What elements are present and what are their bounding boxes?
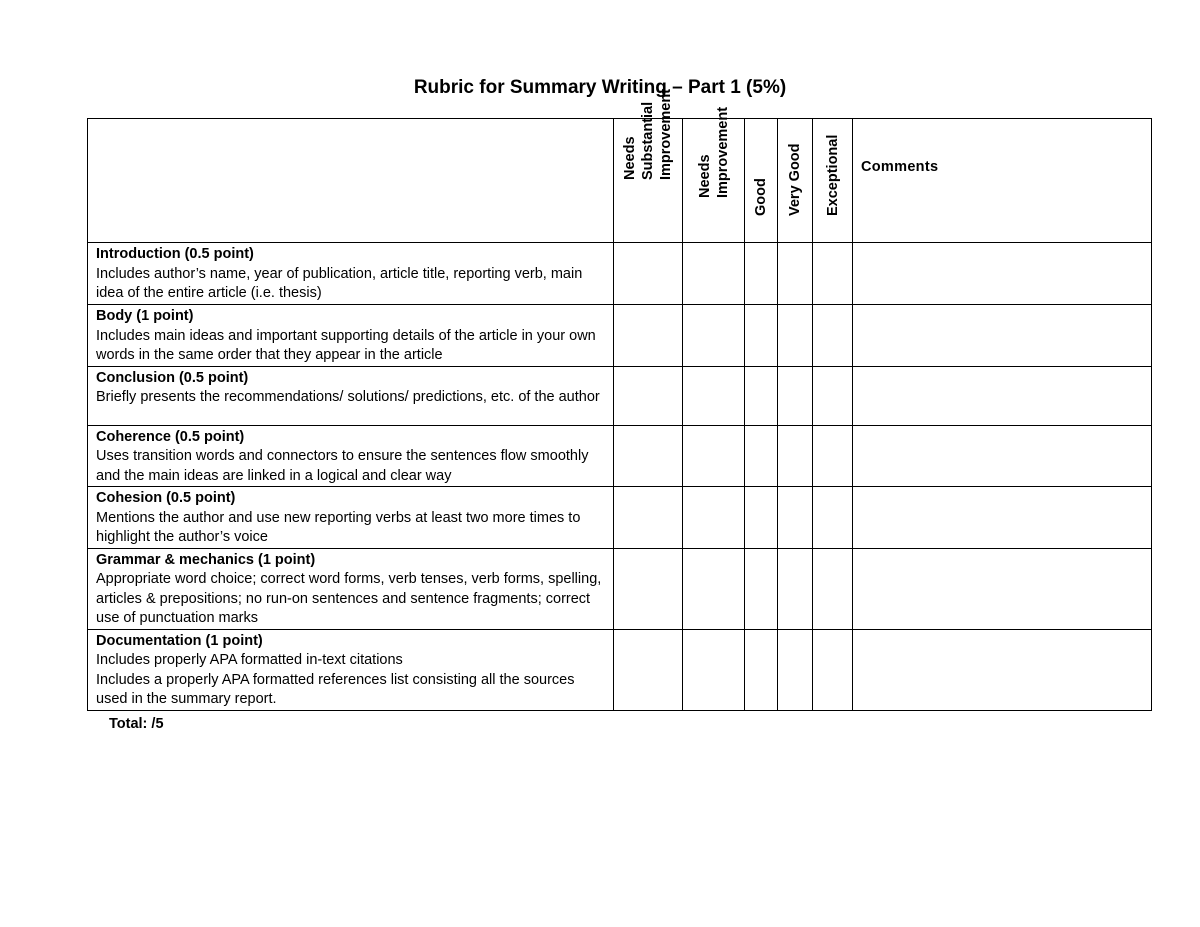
score-cell[interactable]: [683, 548, 745, 629]
col-header-line: Good: [753, 178, 769, 216]
col-header-line: Substantial: [640, 101, 656, 180]
criterion-description: Includes main ideas and important supporting details of the article in your own words in the same order that they appear in the article: [96, 327, 596, 363]
score-cell[interactable]: [683, 366, 745, 425]
criterion-cell: [88, 629, 614, 710]
col-header-line: Improvement: [658, 88, 674, 180]
total-score: Total: /5: [109, 716, 164, 732]
page-title: Rubric for Summary Writing – Part 1 (5%): [413, 77, 787, 98]
criterion-description: Briefly presents the recommendations/ solutions/ predictions, etc. of the author: [96, 389, 600, 405]
criterion-description: Includes author’s name, year of publication, article title, reporting verb, main idea of the entire article (i.e. thesis): [96, 265, 583, 301]
score-cell[interactable]: [745, 305, 778, 367]
col-needs-improvement: [683, 106, 745, 243]
col-header-line: Needs: [622, 136, 638, 180]
comment-cell[interactable]: [853, 425, 1152, 487]
score-cell[interactable]: [813, 305, 853, 367]
criterion-description: Appropriate word choice; correct word forms, verb tenses, verb forms, spelling, articles & prepositions; no run-on sentences and sentence fragments; correct use of punctuation marks: [96, 571, 602, 626]
table-row: [88, 629, 1152, 710]
score-cell[interactable]: [683, 305, 745, 367]
col-header-line: Exceptional: [824, 134, 841, 216]
criterion-cell: [88, 305, 614, 367]
score-cell[interactable]: [614, 548, 683, 629]
score-cell[interactable]: [745, 629, 778, 710]
score-cell[interactable]: [745, 548, 778, 629]
score-cell[interactable]: [778, 305, 813, 367]
col-header-line: Needs: [696, 154, 713, 198]
score-cell[interactable]: [614, 425, 683, 487]
score-cell[interactable]: [778, 425, 813, 487]
criterion-title: Coherence (0.5 point): [96, 428, 245, 445]
comment-cell[interactable]: [853, 629, 1152, 710]
score-cell[interactable]: [813, 487, 853, 549]
score-cell[interactable]: [683, 425, 745, 487]
criterion-cell: [88, 366, 614, 425]
criterion-title: Grammar & mechanics (1 point): [96, 551, 316, 568]
score-cell[interactable]: [745, 243, 778, 305]
score-cell[interactable]: [778, 366, 813, 425]
col-exceptional: [813, 119, 853, 243]
score-cell[interactable]: [745, 487, 778, 549]
score-cell[interactable]: [813, 425, 853, 487]
score-cell[interactable]: [614, 305, 683, 367]
table-row: [88, 548, 1152, 629]
criterion-cell: [88, 487, 614, 549]
score-cell[interactable]: [813, 243, 853, 305]
score-cell[interactable]: [614, 487, 683, 549]
criterion-description: Includes properly APA formatted in-text citations Includes a properly APA formatted references list consisting all the sources used in the summary report.: [96, 652, 575, 707]
col-good: [745, 119, 778, 243]
criterion-title: Documentation (1 point): [96, 632, 263, 649]
criterion-cell: [88, 548, 614, 629]
table-row: [88, 425, 1152, 487]
score-cell[interactable]: [683, 487, 745, 549]
score-cell[interactable]: [745, 366, 778, 425]
criterion-title: Introduction (0.5 point): [96, 246, 254, 262]
table-row: [88, 366, 1152, 425]
score-cell[interactable]: [778, 548, 813, 629]
table-row: [88, 305, 1152, 367]
table-row: [88, 243, 1152, 305]
score-cell[interactable]: [813, 366, 853, 425]
score-cell[interactable]: [683, 629, 745, 710]
score-cell[interactable]: [745, 425, 778, 487]
table-row: [88, 487, 1152, 549]
criterion-title: Cohesion (0.5 point): [96, 490, 236, 506]
criterion-cell: [88, 425, 614, 487]
criterion-cell: [88, 243, 614, 305]
score-cell[interactable]: [683, 243, 745, 305]
score-cell[interactable]: [778, 629, 813, 710]
criteria-header-cell: [88, 119, 614, 243]
rubric-table: [87, 88, 1152, 711]
comment-cell[interactable]: [853, 305, 1152, 367]
criterion-title: Body (1 point): [96, 308, 194, 324]
comment-cell[interactable]: [853, 548, 1152, 629]
criterion-description: Mentions the author and use new reporting verbs at least two more times to highlight the author’s voice: [96, 509, 581, 545]
score-cell[interactable]: [778, 487, 813, 549]
score-cell[interactable]: [614, 366, 683, 425]
col-needs-substantial-improvement: [614, 88, 683, 243]
criterion-title: Conclusion (0.5 point): [96, 369, 249, 386]
criterion-description: Uses transition words and connectors to ensure the sentences flow smoothly and the main ideas are linked in a logical and clear way: [96, 448, 589, 484]
comment-cell[interactable]: [853, 243, 1152, 305]
header-row: [88, 119, 1152, 243]
score-cell[interactable]: [614, 243, 683, 305]
comment-cell[interactable]: [853, 487, 1152, 549]
col-header-line: Very Good: [787, 143, 803, 216]
score-cell[interactable]: [778, 243, 813, 305]
score-cell[interactable]: [813, 629, 853, 710]
score-cell[interactable]: [813, 548, 853, 629]
score-cell[interactable]: [614, 629, 683, 710]
col-header-line: Improvement: [714, 106, 731, 198]
comment-cell[interactable]: [853, 366, 1152, 425]
col-very-good: [778, 119, 813, 243]
col-comments: Comments: [853, 119, 1152, 243]
